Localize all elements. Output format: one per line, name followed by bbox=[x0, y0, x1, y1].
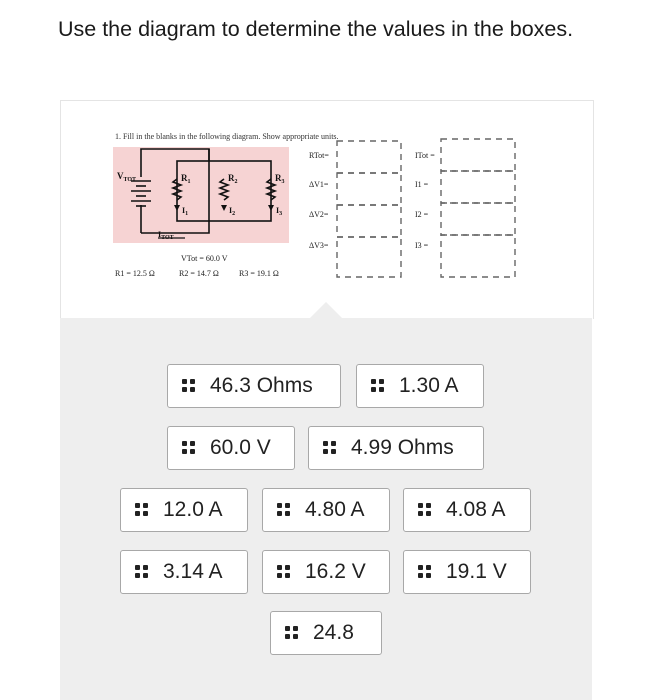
label-r3: $R_3$ bbox=[275, 173, 285, 185]
blank-label-dv3: ΔV3= bbox=[309, 241, 329, 250]
label-i3: $I_3$ bbox=[276, 206, 283, 217]
option-label: 4.80 A bbox=[305, 498, 365, 521]
drag-handle-icon bbox=[285, 626, 299, 640]
drag-handle-icon bbox=[323, 441, 337, 455]
drag-handle-icon bbox=[277, 503, 291, 517]
option-label: 60.0 V bbox=[210, 436, 271, 459]
option-label: 1.30 A bbox=[399, 374, 459, 397]
drag-handle-icon bbox=[182, 379, 196, 393]
option-24-8[interactable] bbox=[270, 611, 382, 655]
drop-zone-itot[interactable] bbox=[441, 139, 515, 171]
diagram-instruction: 1. Fill in the blanks in the following diagram. Show appropriate units. bbox=[115, 132, 339, 141]
option-12-0-a[interactable] bbox=[120, 488, 248, 532]
drop-zone-rtot[interactable] bbox=[337, 141, 401, 173]
question-text: Use the diagram to determine the values in the boxes. bbox=[58, 17, 574, 41]
label-i1: $I_1$ bbox=[182, 206, 189, 217]
drop-zone-i1[interactable] bbox=[441, 171, 515, 203]
label-r1: $R_1$ bbox=[181, 173, 191, 185]
drag-handle-icon bbox=[135, 565, 149, 579]
option-46-3-ohms[interactable] bbox=[167, 364, 341, 408]
label-i2: $I_2$ bbox=[229, 206, 236, 217]
blank-label-rtot: RTot= bbox=[309, 151, 329, 160]
option-label: 16.2 V bbox=[305, 560, 366, 583]
blank-label-dv2: ΔV2= bbox=[309, 210, 329, 219]
option-60-0-v[interactable] bbox=[167, 426, 295, 470]
option-4-99-ohms[interactable] bbox=[308, 426, 484, 470]
option-4-08-a[interactable] bbox=[403, 488, 531, 532]
label-r2: $R_2$ bbox=[228, 173, 238, 185]
drag-handle-icon bbox=[135, 503, 149, 517]
drag-handle-icon bbox=[182, 441, 196, 455]
option-3-14-a[interactable] bbox=[120, 550, 248, 594]
diagram-card bbox=[60, 100, 594, 319]
option-4-80-a[interactable] bbox=[262, 488, 390, 532]
option-1-30-a[interactable] bbox=[356, 364, 484, 408]
drag-handle-icon bbox=[371, 379, 385, 393]
blank-label-dv1: ΔV1= bbox=[309, 180, 329, 189]
blank-label-i1: I1 = bbox=[415, 180, 429, 189]
blank-label-i3: I3 = bbox=[415, 241, 429, 250]
circuit-diagram bbox=[61, 101, 593, 319]
drag-handle-icon bbox=[418, 565, 432, 579]
given-r3: R3 = 19.1 Ω bbox=[239, 269, 279, 278]
option-label: 12.0 A bbox=[163, 498, 223, 521]
option-label: 19.1 V bbox=[446, 560, 507, 583]
label-itot: $I_{TOT}$ bbox=[158, 230, 174, 241]
option-label: 4.08 A bbox=[446, 498, 506, 521]
given-r1: R1 = 12.5 Ω bbox=[115, 269, 155, 278]
drop-zone-i2[interactable] bbox=[441, 203, 515, 235]
drop-zone-i3[interactable] bbox=[441, 235, 515, 277]
option-19-1-v[interactable] bbox=[403, 550, 531, 594]
drag-handle-icon bbox=[418, 503, 432, 517]
label-vtot: $V_{TOT}$ bbox=[117, 171, 137, 183]
given-r2: R2 = 14.7 Ω bbox=[179, 269, 219, 278]
option-16-2-v[interactable] bbox=[262, 550, 390, 594]
tray-pointer bbox=[310, 302, 342, 318]
option-label: 46.3 Ohms bbox=[210, 374, 313, 397]
drop-zone-dv2[interactable] bbox=[337, 205, 401, 237]
drop-zone-dv1[interactable] bbox=[337, 173, 401, 205]
drag-handle-icon bbox=[277, 565, 291, 579]
drop-zone-dv3[interactable] bbox=[337, 237, 401, 277]
blank-label-itot: ITot = bbox=[415, 151, 435, 160]
option-label: 3.14 A bbox=[163, 560, 223, 583]
option-label: 24.8 bbox=[313, 621, 354, 644]
blank-label-i2: I2 = bbox=[415, 210, 429, 219]
given-vtot: VTot = 60.0 V bbox=[181, 254, 228, 263]
option-label: 4.99 Ohms bbox=[351, 436, 454, 459]
